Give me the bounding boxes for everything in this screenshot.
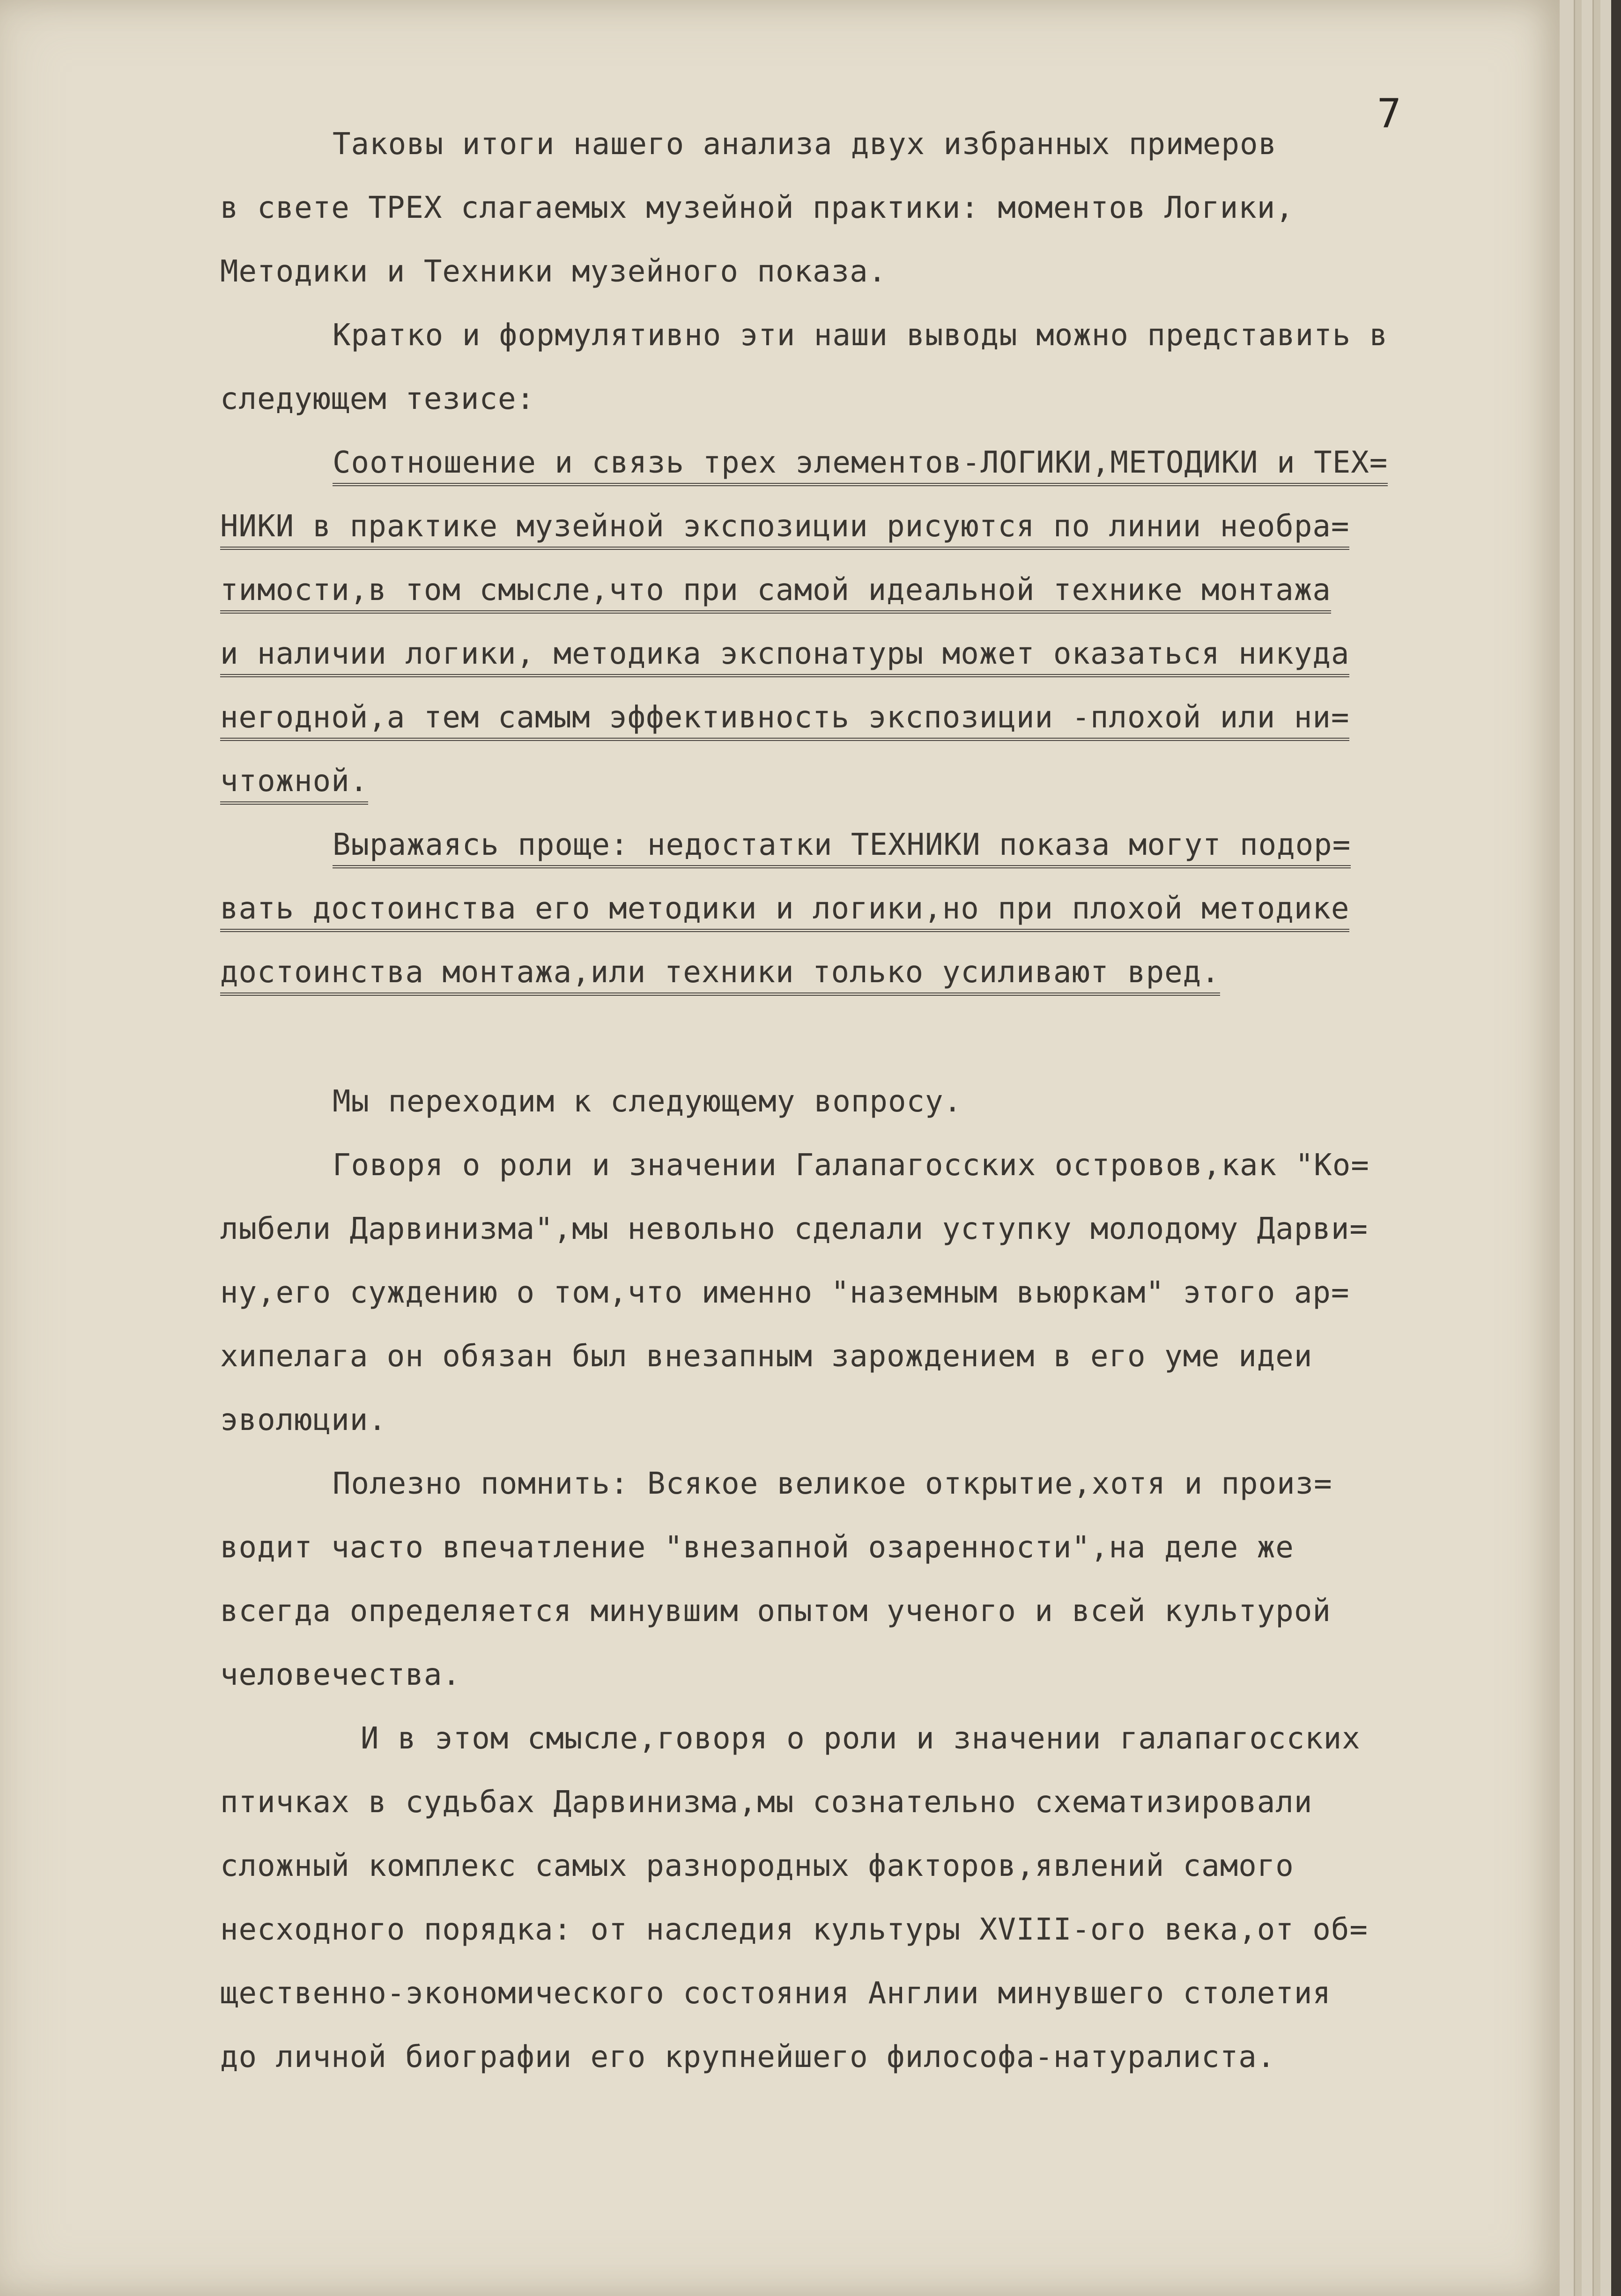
page-edge-2 — [1592, 0, 1600, 2296]
paragraph-2 — [220, 304, 1532, 431]
text-line-underlined — [220, 877, 1532, 941]
paragraph-1 — [220, 112, 1532, 304]
text-line: в свете ТРЕХ слагаемых музейной практики: моментов Логики, — [220, 191, 1294, 225]
thesis-paragraph — [220, 431, 1532, 813]
text-line: хипелага он обязан был внезапным зарождением в его уме идеи — [220, 1339, 1313, 1374]
section-gap — [220, 1004, 1532, 1070]
paragraph-schematized — [220, 1707, 1532, 2089]
text-line-underlined — [220, 495, 1532, 558]
page-number: 7 — [1377, 90, 1401, 137]
text-line: водит часто впечатление "внезапной озаренности",на деле же — [220, 1530, 1294, 1565]
thesis-line: тимости,в том смысле,что при самой идеальной технике монтажа — [220, 573, 1331, 614]
text-line: лыбели Дарвинизма",мы невольно сделали уступку молодому Дарви= — [220, 1212, 1368, 1246]
text-line: человечества. — [220, 1658, 461, 1692]
text-line: до личной биографии его крупнейшего философа-натуралиста. — [220, 2040, 1276, 2074]
text-line: щественно-экономического состояния Англии минувшего столетия — [220, 1976, 1331, 2011]
text-line-underlined — [220, 941, 1532, 1004]
text-line-underlined — [220, 622, 1532, 686]
text-line-underlined — [220, 686, 1532, 749]
page-edge-1 — [1574, 0, 1582, 2296]
text-line: Говоря о роли и значении Галапагосских островов,как "Ко= — [333, 1148, 1369, 1183]
text-line: следующем тезисе: — [220, 382, 535, 416]
paragraph-remember — [220, 1452, 1532, 1707]
paragraph-next-question — [220, 1070, 1532, 1133]
text-line: всегда определяется минувшим опытом ученого и всей культурой — [220, 1594, 1331, 1629]
text-line: Полезно помнить: Всякое великое открытие,хотя и произ= — [333, 1466, 1332, 1501]
text-line: несходного порядка: от наследия культуры XVIII-ого века,от об= — [220, 1912, 1368, 1947]
text-line: Кратко и формулятивно эти наши выводы можно представить в — [333, 318, 1388, 353]
text-line: И в этом смысле,говоря о роли и значении галапагосских — [361, 1721, 1361, 1756]
text-line-underlined — [220, 813, 1532, 877]
thesis-line: чтожной. — [220, 764, 368, 805]
text-line-underlined — [220, 431, 1532, 495]
text-line: сложный комплекс самых разнородных факторов,явлений самого — [220, 1849, 1294, 1883]
text-line: птичках в судьбах Дарвинизма,мы сознательно схематизировали — [220, 1785, 1313, 1820]
text-line: Таковы итоги нашего анализа двух избранных примеров — [333, 127, 1277, 162]
text-line: Методики и Техники музейного показа. — [220, 254, 887, 289]
paragraph-galapagos — [220, 1133, 1532, 1452]
thesis-line: Соотношение и связь трех элементов-ЛОГИКИ,МЕТОДИКИ и ТЕХ= — [333, 445, 1388, 486]
simplified-paragraph — [220, 813, 1532, 1004]
text-line: эволюции. — [220, 1403, 387, 1437]
simplified-line: Выражаясь проще: недостатки ТЕХНИКИ показа могут подор= — [333, 828, 1351, 868]
text-line-underlined — [220, 558, 1532, 622]
text-line: Мы переходим к следующему вопросу. — [333, 1084, 962, 1119]
text-line: ну,его суждению о том,что именно "наземным вьюркам" этого ар= — [220, 1275, 1350, 1310]
thesis-line: и наличии логики, методика экспонатуры может оказаться никуда — [220, 637, 1349, 677]
simplified-line: достоинства монтажа,или техники только усиливают вред. — [220, 955, 1220, 996]
text-line-underlined — [220, 749, 1532, 813]
thesis-line: негодной,а тем самым эффективность экспозиции -плохой или ни= — [220, 700, 1349, 741]
simplified-line: вать достоинства его методики и логики,но при плохой методике — [220, 891, 1349, 932]
thesis-line: НИКИ в практике музейной экспозиции рисуются по линии необра= — [220, 509, 1349, 550]
page-body — [220, 112, 1532, 2089]
